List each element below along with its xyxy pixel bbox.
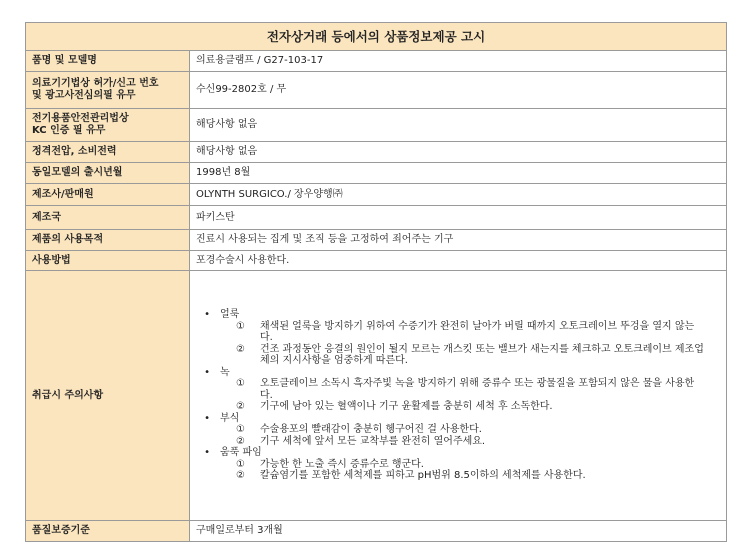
product-info-table <box>25 22 727 542</box>
row-label: 제조사/판매원 <box>26 184 190 206</box>
row-label: 제품의 사용목적 <box>26 230 190 251</box>
care-category-list <box>196 309 726 482</box>
care-item <box>196 401 726 413</box>
care-row <box>26 271 727 521</box>
table-row <box>26 251 727 271</box>
row-label: 제조국 <box>26 206 190 230</box>
table-row <box>26 184 727 206</box>
row-value: OLYNTH SURGICO./ 장우양행㈜ <box>190 184 727 206</box>
row-label-line: 의료기기법상 허가/신고 번호 <box>32 78 159 89</box>
care-item-number: ② <box>236 435 245 447</box>
care-item-number: ① <box>236 320 245 332</box>
row-label-line: 전기용품안전관리법상 <box>32 113 129 124</box>
care-category <box>196 413 726 425</box>
row-value: 1998년 8월 <box>190 163 727 184</box>
care-item <box>196 424 726 436</box>
bullet-icon: • <box>204 447 210 459</box>
product-info-notice <box>25 22 726 542</box>
care-item-number: ① <box>236 458 245 470</box>
table-row <box>26 72 727 109</box>
care-item <box>196 378 726 401</box>
bullet-icon: • <box>204 366 210 378</box>
care-item-text: 건조 과정동안 응결의 원인이 될지 모르는 개스킷 또는 밸브가 새는지를 체크하고 오토크레이브 제조업체의 지시사항을 엄중하게 따른다. <box>260 343 704 367</box>
care-item-text: 가능한 한 노출 즉시 증류수로 행군다. <box>260 458 424 470</box>
table-row <box>26 206 727 230</box>
care-item <box>196 344 726 367</box>
row-label <box>26 109 190 142</box>
row-value: 파키스탄 <box>190 206 727 230</box>
row-label: 품명 및 모델명 <box>26 51 190 72</box>
care-item-text: 오토클레이브 소독시 흑자주빛 녹을 방지하기 위해 증류수 또는 광물질을 포함되지 않은 물을 사용한다. <box>260 378 695 401</box>
row-label-line: KC 인증 필 유무 <box>32 125 106 136</box>
table-row <box>26 51 727 72</box>
row-label: 품질보증기준 <box>26 521 190 542</box>
care-item-number: ① <box>236 424 245 436</box>
row-label: 사용방법 <box>26 251 190 271</box>
row-value: 진료시 사용되는 집게 및 조직 등을 고정하여 죄어주는 기구 <box>190 230 727 251</box>
row-value: 포경수술시 사용한다. <box>190 251 727 271</box>
row-label-line: 및 광고사전심의필 유무 <box>32 90 136 101</box>
care-category-name: 얼룩 <box>220 309 240 321</box>
care-item-text: 기구에 남아 있는 혈액이나 기구 윤활제를 충분히 세척 후 소독한다. <box>260 401 553 413</box>
care-category <box>196 309 726 321</box>
care-item-number: ② <box>236 401 245 413</box>
care-item-text: 기구 세척에 앞서 모든 교착부를 완전히 열어주세요. <box>260 435 486 447</box>
care-item <box>196 436 726 448</box>
table-title: 전자상거래 등에서의 상품정보제공 고시 <box>26 23 727 51</box>
care-category-name: 녹 <box>220 366 230 378</box>
table-row <box>26 230 727 251</box>
table-row <box>26 142 727 163</box>
row-value: 해당사항 없음 <box>190 109 727 142</box>
row-value: 수신99-2802호 / 무 <box>190 72 727 109</box>
care-category-name: 부식 <box>220 412 240 424</box>
table-row <box>26 521 727 542</box>
care-item <box>196 459 726 471</box>
care-item-text: 채색된 얼룩을 방지하기 위하여 수증기가 완전히 날아가 버릴 때까지 오토크레이브 뚜겅을 열지 않는다. <box>260 320 695 344</box>
care-item <box>196 321 726 344</box>
bullet-icon: • <box>204 309 210 321</box>
row-label: 취급시 주의사항 <box>26 271 190 521</box>
care-item-number: ① <box>236 378 245 390</box>
care-category <box>196 367 726 379</box>
table-row <box>26 109 727 142</box>
title-row <box>26 23 727 51</box>
care-instructions <box>190 271 727 521</box>
care-item <box>196 470 726 482</box>
care-category <box>196 447 726 459</box>
row-label: 정격전압, 소비전력 <box>26 142 190 163</box>
table-row <box>26 163 727 184</box>
care-category-name: 움푹 파임 <box>220 447 262 459</box>
care-item-number: ② <box>236 470 245 482</box>
row-value: 해당사항 없음 <box>190 142 727 163</box>
care-item-text: 수술용포의 빨래감이 충분히 헹구어진 걸 사용한다. <box>260 424 482 436</box>
care-item-number: ② <box>236 343 245 355</box>
row-label <box>26 72 190 109</box>
bullet-icon: • <box>204 412 210 424</box>
row-value: 의료용클램프 / G27-103-17 <box>190 51 727 72</box>
row-value: 구매일로부터 3개월 <box>190 521 727 542</box>
care-item-text: 칼슘염기를 포함한 세척제를 피하고 pH범위 8.5이하의 세척제를 사용한다. <box>260 470 586 482</box>
row-label: 동일모델의 출시년월 <box>26 163 190 184</box>
